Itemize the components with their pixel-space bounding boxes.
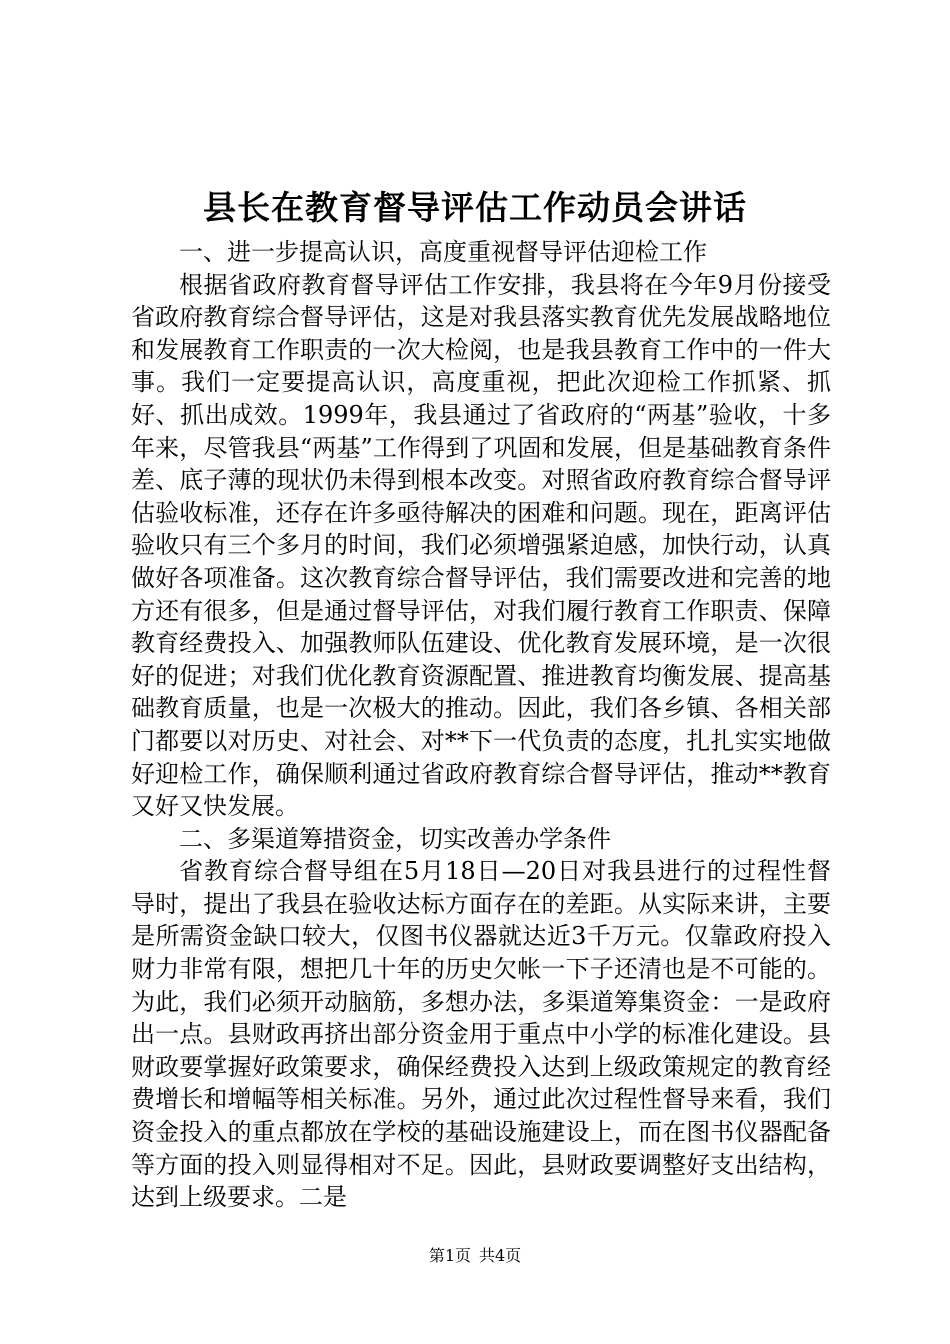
document-body xyxy=(131,236,831,1214)
section-heading-2: 二、多渠道筹措资金，切实改善办学条件 xyxy=(179,824,611,853)
page-footer xyxy=(0,1245,950,1267)
page-total: 共4页 xyxy=(479,1246,522,1265)
paragraph-1: 根据省政府教育督导评估工作安排，我县将在今年9月份接受省政府教育综合督导评估，这是对我县落实教育优先发展战略地位和发展教育工作职责的一次大检阅，也是我县教育工作中的一件大事。我们一定要提高认识，高度重视，把此次迎检工作抓紧、抓好、抓出成效。1999年，我县通过了省政府的“两基”验收，十多年来，尽管我县“两基”工作得到了巩固和发展，但是基础教育条件差、底子薄的现状仍未得到根本改变。对照省政府教育综合督导评估验收标准，还存在许多亟待解决的困难和问题。现在，距离评估验收只有三个多月的时间，我们必须增强紧迫感，加快行动，认真做好各项准备。这次教育综合督导评估，我们需要改进和完善的地方还有很多，但是通过督导评估，对我们履行教育工作职责、保障教育经费投入、加强教师队伍建设、优化教育发展环境，是一次很好的促进；对我们优化教育资源配置、推进教育均衡发展、提高基础教育质量，也是一次极大的推动。因此，我们各乡镇、各相关部门都要以对历史、对社会、对**下一代负责的态度，扎扎实实地做好迎检工作，确保顺利通过省政府教育综合督导评估，推动**教育又好又快发展。 xyxy=(131,270,831,821)
section-heading-1: 一、进一步提高认识，高度重视督导评估迎检工作 xyxy=(179,238,707,266)
paragraph-2: 省教育综合督导组在5月18日—20日对我县进行的过程性督导时，提出了我县在验收达标方面存在的差距。从实际来讲，主要是所需资金缺口较大，仅图书仪器就达近3千万元。仅靠政府投入财力非常有限，想把几十年的历史欠帐一下子还清也是不可能的。为此，我们必须开动脑筋，多想办法，多渠道筹集资金：一是政府出一点。县财政再挤出部分资金用于重点中小学的标准化建设。县财政要掌握好政策要求，确保经费投入达到上级政策规定的教育经费增长和增幅等相关标准。另外，通过此次过程性督导来看，我们资金投入的重点都放在学校的基础设施建设上，而在图书仪器配备等方面的投入则显得相对不足。因此，县财政要调整好支出结构，达到上级要求。二是 xyxy=(131,857,831,1212)
document-title: 县长在教育督导评估工作动员会讲话 xyxy=(203,188,747,227)
page-number: 第1页 xyxy=(428,1246,471,1265)
